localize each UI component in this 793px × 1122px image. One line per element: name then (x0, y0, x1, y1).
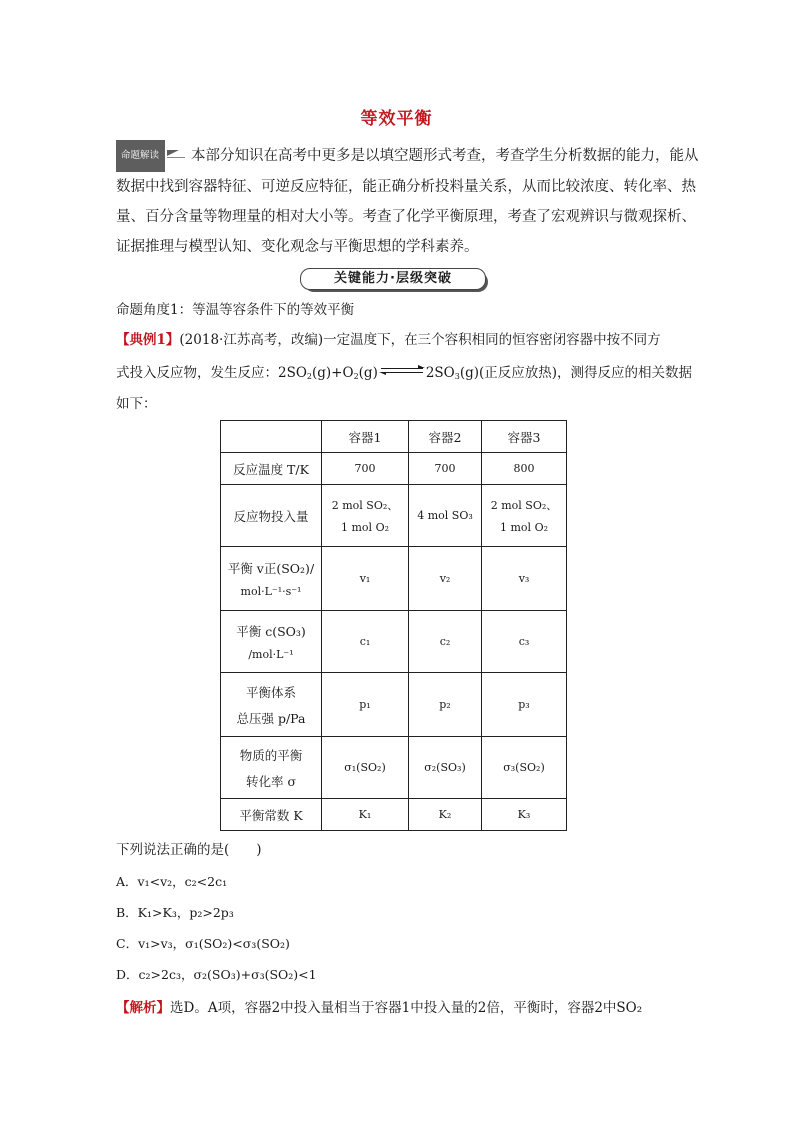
table-row (221, 737, 567, 799)
reaction-part-3: (g) (358, 365, 378, 381)
example-source: (2018·江苏高考，改编)一定温度下，在三个容积相同的恒容密闭容器中按不同方 (179, 332, 661, 348)
cell-line: 平衡 v正(SO₂)/ (227, 561, 315, 576)
cell-line: 物质的平衡 (239, 747, 303, 763)
table-cell: p₁ (322, 673, 409, 737)
reaction-part-4: 2SO (425, 365, 455, 381)
cell-line: 平衡 c(SO₃) (236, 624, 306, 639)
reaction-part-5: (g)(正反应放热)，测得反应的相关数据 (459, 365, 693, 381)
table-cell: σ₂(SO₃) (409, 737, 482, 799)
table-row (221, 485, 567, 547)
intro-line-1 (116, 140, 699, 172)
page-title: 等效平衡 (360, 109, 433, 129)
row-label (221, 547, 322, 611)
table-cell: σ₁(SO₂) (322, 737, 409, 799)
example-line-2: 式投入反应物，发生反应：$2SO_2(g)+O_2(g)$ $2SO_3(g)$(正反应放热)，测得反应的相关数据 (116, 365, 693, 381)
header-cell: 容器2 (409, 421, 482, 453)
intro-tag: 命题解读 (116, 140, 165, 172)
analysis-label: 【解析】 (116, 1000, 170, 1016)
table-cell: 700 (322, 453, 409, 485)
option-b: B．K₁>K₃，p₂>2p₃ (116, 905, 234, 920)
table-cell: p₂ (409, 673, 482, 737)
table-cell: p₃ (482, 673, 567, 737)
tag-arrow-icon (167, 150, 185, 156)
table-cell: c₂ (409, 611, 482, 673)
table-cell: c₁ (322, 611, 409, 673)
question-stem: 下列说法正确的是( ) (116, 842, 262, 858)
example-line-1 (116, 328, 661, 352)
table-cell: 800 (482, 453, 567, 485)
cell-line: 1 mol O₂ (500, 521, 548, 534)
reaction-part-2: (g)+O (312, 365, 354, 381)
option-c: C．v₁>v₃，σ₁(SO₂)<σ₃(SO₂) (116, 936, 290, 951)
table-row (221, 799, 567, 831)
cell-line: 1 mol O₂ (341, 521, 389, 534)
reaction-part-1: 式投入反应物，发生反应：2SO (116, 365, 307, 381)
cell-line: /mol·L⁻¹ (248, 648, 294, 661)
table-cell: v₃ (482, 547, 567, 611)
table-header-row (221, 421, 567, 453)
row-label: 平衡常数 K (221, 799, 322, 831)
banner-label: 关键能力·层级突破 (300, 268, 486, 290)
table-cell: c₃ (482, 611, 567, 673)
header-cell: 容器1 (322, 421, 409, 453)
intro-paragraph (116, 140, 699, 262)
table-row (221, 547, 567, 611)
table-cell: v₂ (409, 547, 482, 611)
equilibrium-arrow-icon (379, 366, 425, 376)
intro-text-1: 本部分知识在高考中更多是以填空题形式考查，考查学生分析数据的能力，能从 (191, 148, 699, 164)
cell-line: 平衡体系 (245, 684, 296, 700)
table-cell (482, 485, 567, 547)
header-cell: 容器3 (482, 421, 567, 453)
cell-line: 2 mol SO₂、 (490, 499, 558, 512)
header-cell-empty (221, 421, 322, 453)
table-cell: K₃ (482, 799, 567, 831)
cell-line: 总压强 p/Pa (236, 710, 306, 726)
table-row (221, 611, 567, 673)
table-cell: 4 mol SO₃ (409, 485, 482, 547)
row-label: 反应物投入量 (221, 485, 322, 547)
row-label (221, 673, 322, 737)
intro-line-3: 量、百分含量等物理量的相对大小等。考查了化学平衡原理，考查了宏观辨识与微观探析、 (116, 209, 696, 225)
option-a: A．v₁<v₂，c₂<2c₁ (116, 874, 228, 889)
angle-heading: 命题角度1：等温等容条件下的等效平衡 (116, 302, 355, 318)
table-row (221, 453, 567, 485)
cell-line: mol·L⁻¹·s⁻¹ (240, 585, 302, 598)
cell-line: 转化率 σ (245, 773, 296, 789)
table-cell (322, 485, 409, 547)
example-label: 【典例1】 (116, 332, 180, 348)
option-d: D．c₂>2c₃，σ₂(SO₃)+σ₃(SO₂)<1 (116, 967, 317, 982)
analysis-text: 选D。A项，容器2中投入量相当于容器1中投入量的2倍，平衡时，容器2中SO₂ (170, 1000, 643, 1016)
data-table (220, 420, 567, 831)
table-cell: K₂ (409, 799, 482, 831)
cell-line: 2 mol SO₂、 (331, 499, 399, 512)
example-line-3: 如下： (116, 396, 157, 412)
table-cell: K₁ (322, 799, 409, 831)
analysis-line (116, 996, 642, 1020)
row-label: 反应温度 T/K (221, 453, 322, 485)
table-cell: v₁ (322, 547, 409, 611)
intro-line-2: 数据中找到容器特征、可逆反应特征，能正确分析投料量关系，从而比较浓度、转化率、热 (116, 179, 696, 195)
section-banner (300, 268, 490, 294)
table-row (221, 673, 567, 737)
row-label (221, 611, 322, 673)
table-cell: σ₃(SO₂) (482, 737, 567, 799)
row-label (221, 737, 322, 799)
intro-line-4: 证据推理与模型认知、变化观念与平衡思想的学科素养。 (116, 239, 479, 255)
table-cell: 700 (409, 453, 482, 485)
